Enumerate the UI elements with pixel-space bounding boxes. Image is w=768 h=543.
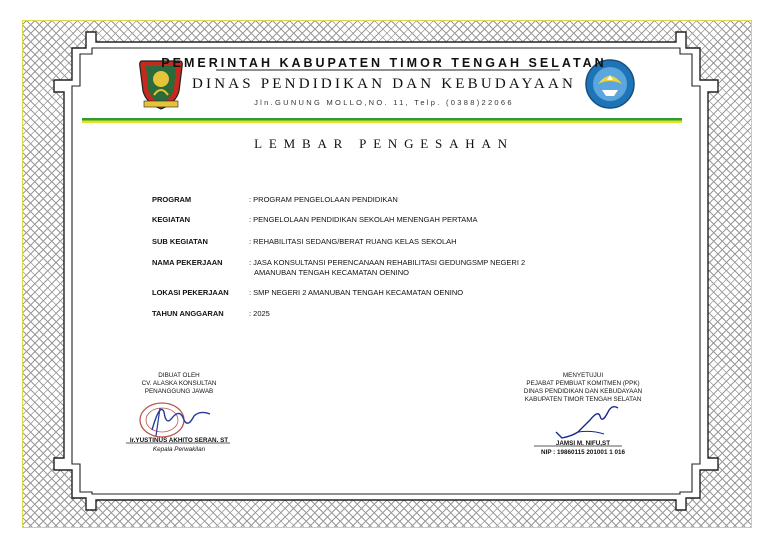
header-stripe-green (82, 118, 682, 121)
field-value-tahun: : 2025 (249, 309, 270, 318)
field-label-program: PROGRAM (152, 195, 192, 204)
agency-line: DINAS PENDIDIKAN DAN KEBUDAYAAN (191, 76, 577, 92)
field-value-kegiatan: : PENGELOLAAN PENDIDIKAN SEKOLAH MENENGAH PERTAMA (249, 215, 478, 224)
left-sig-role: Kepala Perwakilan (152, 446, 206, 453)
header-stripe-yellow (82, 121, 682, 124)
left-sig-line3: PENANGGUNG JAWAB (144, 388, 214, 395)
left-sig-line2: CV. ALASKA KONSULTAN (141, 380, 217, 387)
field-value-nama-pekerjaan-cont: AMANUBAN TENGAH KECAMATAN OENINO (254, 268, 410, 277)
field-label-lokasi: LOKASI PEKERJAAN (152, 288, 229, 297)
right-sig-line4: KABUPATEN TIMOR TENGAH SELATAN (524, 396, 642, 403)
right-sig-line1: MENYETUJUI (562, 372, 604, 379)
signature-icon (548, 402, 622, 442)
field-value-lokasi: : SMP NEGERI 2 AMANUBAN TENGAH KECAMATAN OENINO (249, 288, 464, 297)
field-value-nama-pekerjaan: : JASA KONSULTANSI PERENCANAAN REHABILITASI GEDUNGSMP NEGERI 2 (249, 258, 526, 267)
right-sig-name: JAMSI M. NIFU,ST (555, 440, 611, 447)
company-stamp-icon (136, 400, 216, 442)
field-label-kegiatan: KEGIATAN (152, 215, 191, 224)
right-sig-nip: NIP : 19860115 201001 1 016 (541, 449, 625, 456)
left-sig-name: Ir.YUSTINUS AKHITO SERAN. ST (129, 437, 229, 444)
field-value-sub-kegiatan: : REHABILITASI SEDANG/BERAT RUANG KELAS SEKOLAH (249, 237, 457, 246)
address-line: Jln.GUNUNG MOLLO,NO. 11, Telp. (0388)22066 (254, 98, 514, 107)
field-label-tahun: TAHUN ANGGARAN (152, 309, 224, 318)
left-sig-line1: DIBUAT OLEH (158, 372, 200, 379)
right-sig-line2: PEJABAT PEMBUAT KOMITMEN (PPK) (526, 380, 640, 387)
field-value-program: : PROGRAM PENGELOLAAN PENDIDIKAN (249, 195, 398, 204)
right-sig-line3: DINAS PENDIDIKAN DAN KEBUDAYAAN (523, 388, 643, 395)
field-label-nama-pekerjaan: NAMA PEKERJAAN (152, 258, 223, 267)
field-label-sub-kegiatan: SUB KEGIATAN (152, 237, 208, 246)
government-line: PEMERINTAH KABUPATEN TIMOR TENGAH SELATAN (161, 56, 607, 70)
document-title: LEMBAR PENGESAHAN (254, 136, 514, 151)
